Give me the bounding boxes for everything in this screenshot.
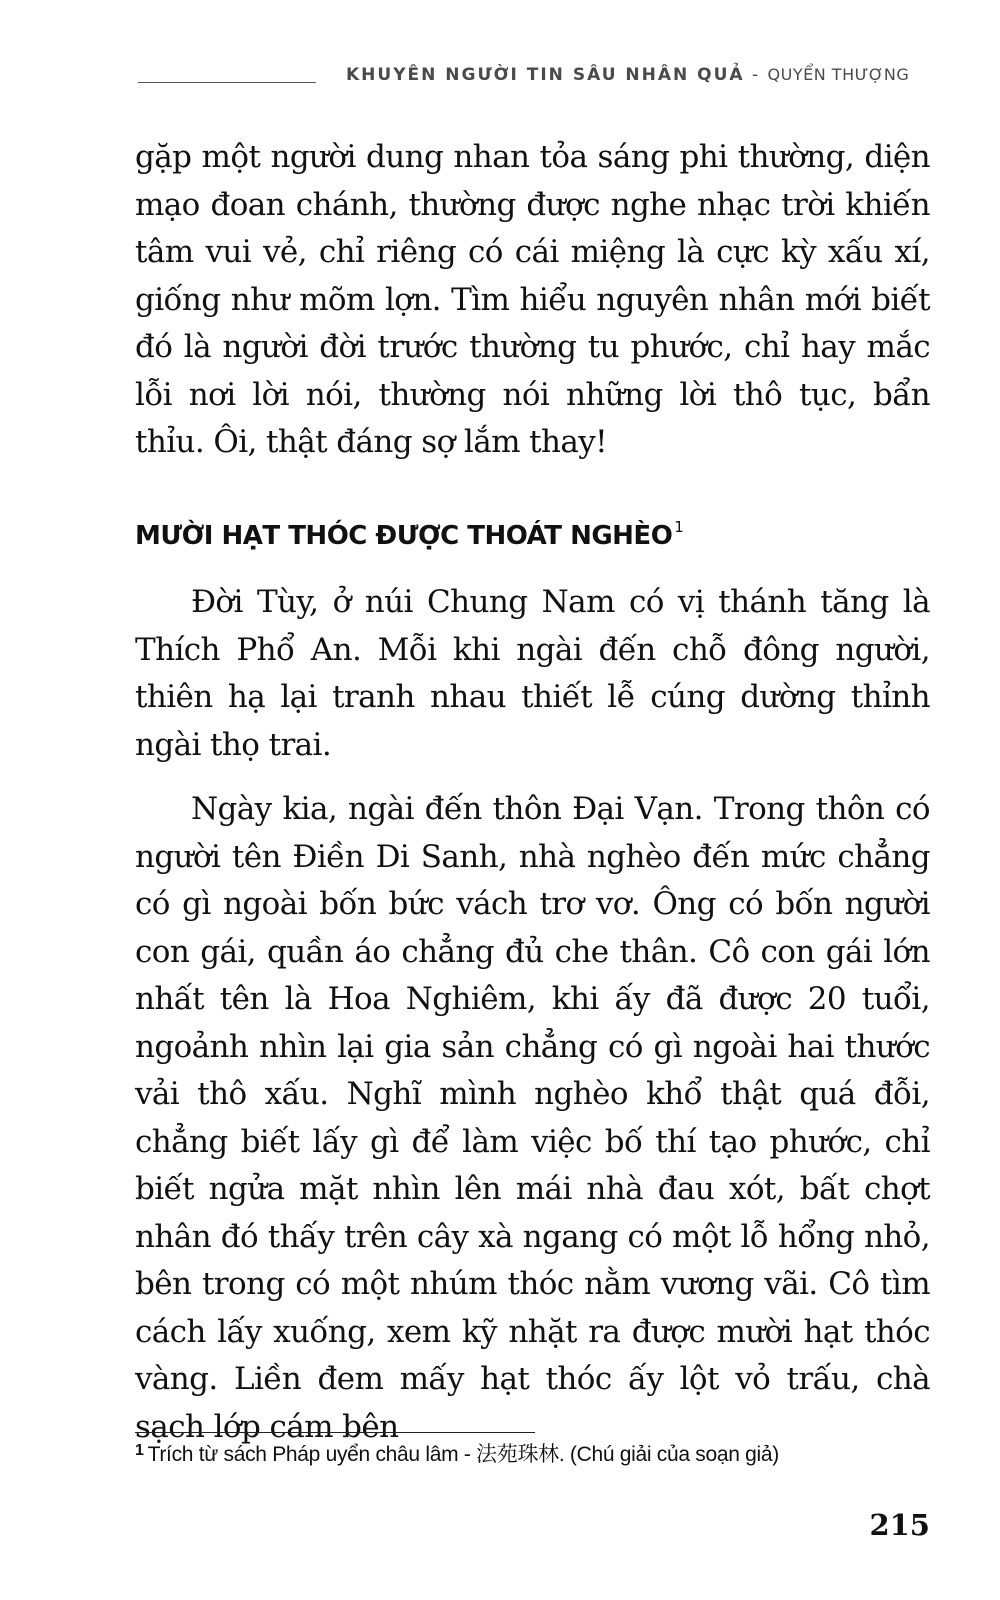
running-head-title: [346, 65, 909, 85]
footnote-text: Trích từ sách Pháp uyển châu lâm - 法苑珠林. (Chú giải của soạn giả): [147, 1443, 779, 1466]
volume-subtitle: QUYỂN THƯỢNG: [767, 65, 910, 84]
running-head-rule: [138, 82, 316, 83]
book-title: KHUYÊN NGƯỜI TIN SÂU NHÂN QUẢ: [346, 65, 745, 85]
footnote-marker: 1: [135, 1442, 144, 1459]
running-head-separator: -: [744, 65, 768, 85]
footnote-reference[interactable]: 1: [674, 518, 684, 536]
footnote: [135, 1438, 935, 1468]
paragraph-story: Ngày kia, ngài đến thôn Đại Vạn. Trong thôn có người tên Điền Di Sanh, nhà nghèo đến mức chẳng có gì ngoài bốn bức vách trơ vơ. Ông có bốn người con gái, quần áo chẳng đủ che thân. Cô con gái lớn nhất tên là Hoa Nghiêm, khi ấy đã được 20 tuổi, ngoảnh nhìn lại gia sản chẳng có gì ngoài hai thước vải thô xấu. Nghĩ mình nghèo khổ thật quá đỗi, chẳng biết lấy gì để làm việc bố thí tạo phước, chỉ biết ngửa mặt nhìn lên mái nhà đau xót, bất chợt nhân đó thấy trên cây xà ngang có một lỗ hổng nhỏ, bên trong có một nhúm thóc nằm vương vãi. Cô tìm cách lấy xuống, xem kỹ nhặt ra được mười hạt thóc vàng. Liền đem mấy hạt thóc ấy lột vỏ trấu, chà sạch lớp cám bên: [135, 791, 930, 1445]
page-number: 215: [869, 1508, 930, 1542]
section-heading-text: MƯỜI HẠT THÓC ĐƯỢC THOÁT NGHÈO: [135, 521, 673, 551]
paragraph-intro: Đời Tùy, ở núi Chung Nam có vị thánh tăng là Thích Phổ An. Mỗi khi ngài đến chỗ đông người, thiên hạ lại tranh nhau thiết lễ cúng dường thỉnh ngài thọ trai.: [135, 584, 930, 763]
footnote-divider: [135, 1432, 535, 1433]
section-heading: [135, 518, 683, 551]
paragraph-continued: gặp một người dung nhan tỏa sáng phi thường, diện mạo đoan chánh, thường được nghe nhạc trời khiến tâm vui vẻ, chỉ riêng có cái miệng là cực kỳ xấu xí, giống như mõm lợn. Tìm hiểu nguyên nhân mới biết đó là người đời trước thường tu phước, chỉ hay mắc lỗi nơi lời nói, thường nói những lời thô tục, bẩn thỉu. Ôi, thật đáng sợ lắm thay!: [135, 139, 930, 460]
running-head: [138, 60, 930, 90]
